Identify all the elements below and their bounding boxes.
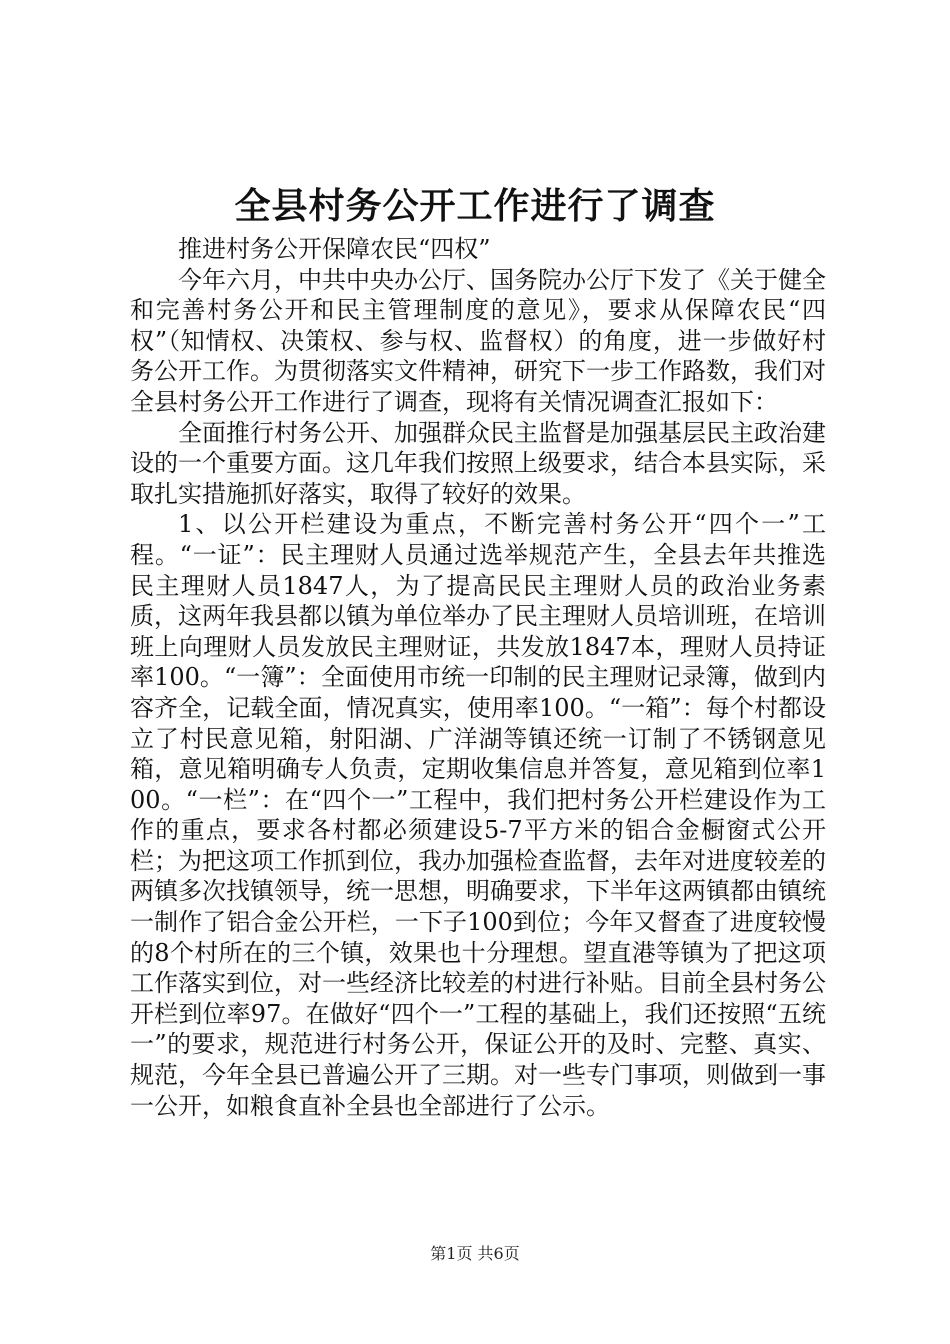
paragraph-section-1: 1、以公开栏建设为重点，不断完善村务公开“四个一”工程。“一证”：民主理财人员通过选举规范产生，全县去年共推选民主理财人员1847人，为了提高民民主理财人员的政治业务素质，这两年我县都以镇为单位举办了民主理财人员培训班，在培训班上向理财人员发放民主理财证，共发放1847本，理财人员持证率100。“一簿”：全面使用市统一印制的民主理财记录簿，做到内容齐全，记载全面，情况真实，使用率100。“一箱”：每个村都设立了村民意见箱，射阳湖、广洋湖等镇还统一订制了不锈钢意见箱，意见箱明确专人负责，定期收集信息并答复，意见箱到位率100。“一栏”：在“四个一”工程中，我们把村务公开栏建设作为工作的重点，要求各村都必须建设5-7平方米的铝合金橱窗式公开栏；为把这项工作抓到位，我办加强检查监督，去年对进度较差的两镇多次找镇领导，统一思想，明确要求，下半年这两镇都由镇统一制作了铝合金公开栏，一下子100到位；今年又督查了进度较慢的8个村所在的三个镇，效果也十分理想。望直港等镇为了把这项工作落实到位，对一些经济比较差的村进行补贴。目前全县村务公开栏到位率97。在做好“四个一”工程的基础上，我们还按照“五统一”的要求，规范进行村务公开，保证公开的及时、完整、真实、规范，今年全县已普遍公开了三期。对一些专门事项，则做到一事一公开，如粮食直补全县也全部进行了公示。 — [130, 510, 826, 1120]
paragraph-subtitle: 推进村务公开保障农民“四权” — [178, 235, 491, 263]
document-body — [130, 234, 826, 1121]
document-title: 全县村务公开工作进行了调查 — [234, 186, 716, 227]
paragraph-intro: 今年六月，中共中央办公厅、国务院办公厅下发了《关于健全和完善村务公开和民主管理制度的意见》，要求从保障农民“四权”（知情权、决策权、参与权、监督权）的角度，进一步做好村务公开工作。为贯彻落实文件精神，研究下一步工作路数，我们对全县村务公开工作进行了调查，现将有关情况调查汇报如下： — [130, 265, 826, 416]
paragraph-overview: 全面推行村务公开、加强群众民主监督是加强基层民主政治建设的一个重要方面。这几年我们按照上级要求，结合本县实际，采取扎实措施抓好落实，取得了较好的效果。 — [130, 418, 826, 508]
page-number-footer: 第1页 共6页 — [430, 1244, 520, 1263]
